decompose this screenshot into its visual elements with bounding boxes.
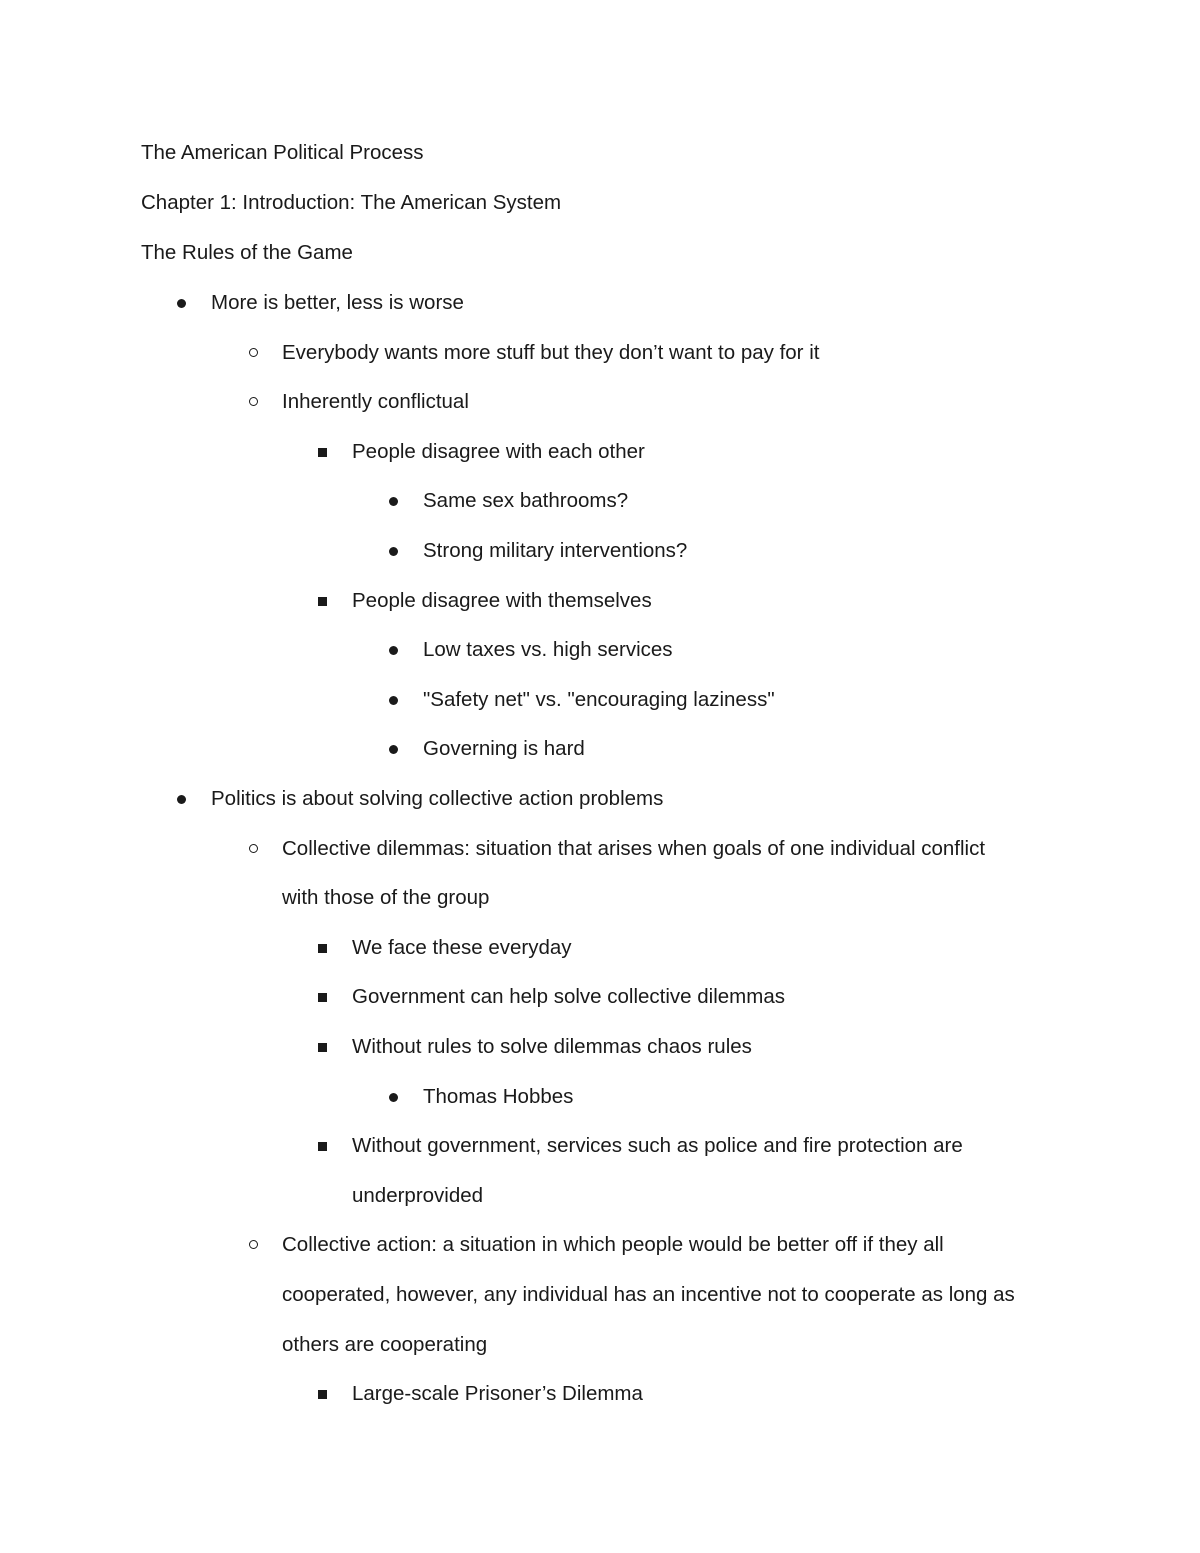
list-item-text: Large-scale Prisoner’s Dilemma: [352, 1382, 643, 1405]
chapter-title: Chapter 1: Introduction: The American System: [141, 191, 562, 214]
list-item: [0, 389, 1200, 415]
list-item-text: Without rules to solve dilemmas chaos rules: [352, 1035, 752, 1058]
list-item-text: Strong military interventions?: [423, 539, 688, 562]
list-item: [0, 687, 1200, 713]
list-item: [0, 439, 1200, 465]
list-item: [0, 637, 1200, 663]
square-bullet-icon: [318, 1043, 327, 1052]
disc-bullet-icon: [389, 745, 398, 754]
course-title: The American Political Process: [141, 141, 424, 164]
list-item-text: Same sex bathrooms?: [423, 489, 629, 512]
circle-bullet-icon: [249, 1240, 258, 1249]
list-item-text: "Safety net" vs. "encouraging laziness": [423, 688, 775, 711]
disc-bullet-icon: [389, 1093, 398, 1102]
square-bullet-icon: [318, 448, 327, 457]
list-item-text: Government can help solve collective dilemmas: [352, 985, 785, 1008]
square-bullet-icon: [318, 1390, 327, 1399]
disc-bullet-icon: [389, 497, 398, 506]
list-item: [0, 984, 1200, 1010]
disc-bullet-icon: [389, 646, 398, 655]
list-item: [0, 935, 1200, 961]
list-item-continuation: [0, 885, 1200, 911]
list-item-text: Collective action: a situation in which people would be better off if they all: [282, 1233, 944, 1256]
list-item: [0, 1232, 1200, 1258]
list-item-continuation: [0, 1282, 1200, 1308]
list-item: [0, 736, 1200, 762]
list-item-text: Inherently conflictual: [282, 390, 469, 413]
list-item-text: Thomas Hobbes: [423, 1085, 574, 1108]
list-item: [0, 1084, 1200, 1110]
circle-bullet-icon: [249, 844, 258, 853]
list-item-continuation: [0, 1183, 1200, 1209]
list-item: [0, 290, 1200, 316]
list-item-text: cooperated, however, any individual has an incentive not to cooperate as long as: [282, 1283, 1015, 1306]
list-item-text: Without government, services such as police and fire protection are: [352, 1134, 963, 1157]
list-item: [0, 1133, 1200, 1159]
list-item: [0, 1381, 1200, 1407]
list-item: [0, 340, 1200, 366]
list-item-text: Politics is about solving collective action problems: [211, 787, 664, 810]
list-item: [0, 538, 1200, 564]
list-item-text: Low taxes vs. high services: [423, 638, 673, 661]
disc-bullet-icon: [177, 795, 186, 804]
list-item-text: Collective dilemmas: situation that arises when goals of one individual conflict: [282, 837, 986, 860]
list-item-text: People disagree with each other: [352, 440, 645, 463]
circle-bullet-icon: [249, 397, 258, 406]
square-bullet-icon: [318, 993, 327, 1002]
list-item-text: We face these everyday: [352, 936, 572, 959]
list-item-text: Everybody wants more stuff but they don’t want to pay for it: [282, 341, 820, 364]
list-item-text: underprovided: [352, 1184, 484, 1207]
list-item-text: Governing is hard: [423, 737, 585, 760]
list-item-text: People disagree with themselves: [352, 589, 652, 612]
square-bullet-icon: [318, 944, 327, 953]
list-item: [0, 588, 1200, 614]
square-bullet-icon: [318, 1142, 327, 1151]
list-item-continuation: [0, 1332, 1200, 1358]
list-item-text: with those of the group: [282, 886, 490, 909]
list-item-text: others are cooperating: [282, 1333, 488, 1356]
section-title: The Rules of the Game: [141, 241, 353, 264]
square-bullet-icon: [318, 597, 327, 606]
circle-bullet-icon: [249, 348, 258, 357]
list-item-text: More is better, less is worse: [211, 291, 464, 314]
disc-bullet-icon: [177, 299, 186, 308]
list-item: [0, 836, 1200, 862]
list-item: [0, 488, 1200, 514]
disc-bullet-icon: [389, 547, 398, 556]
list-item: [0, 1034, 1200, 1060]
list-item: [0, 786, 1200, 812]
disc-bullet-icon: [389, 696, 398, 705]
